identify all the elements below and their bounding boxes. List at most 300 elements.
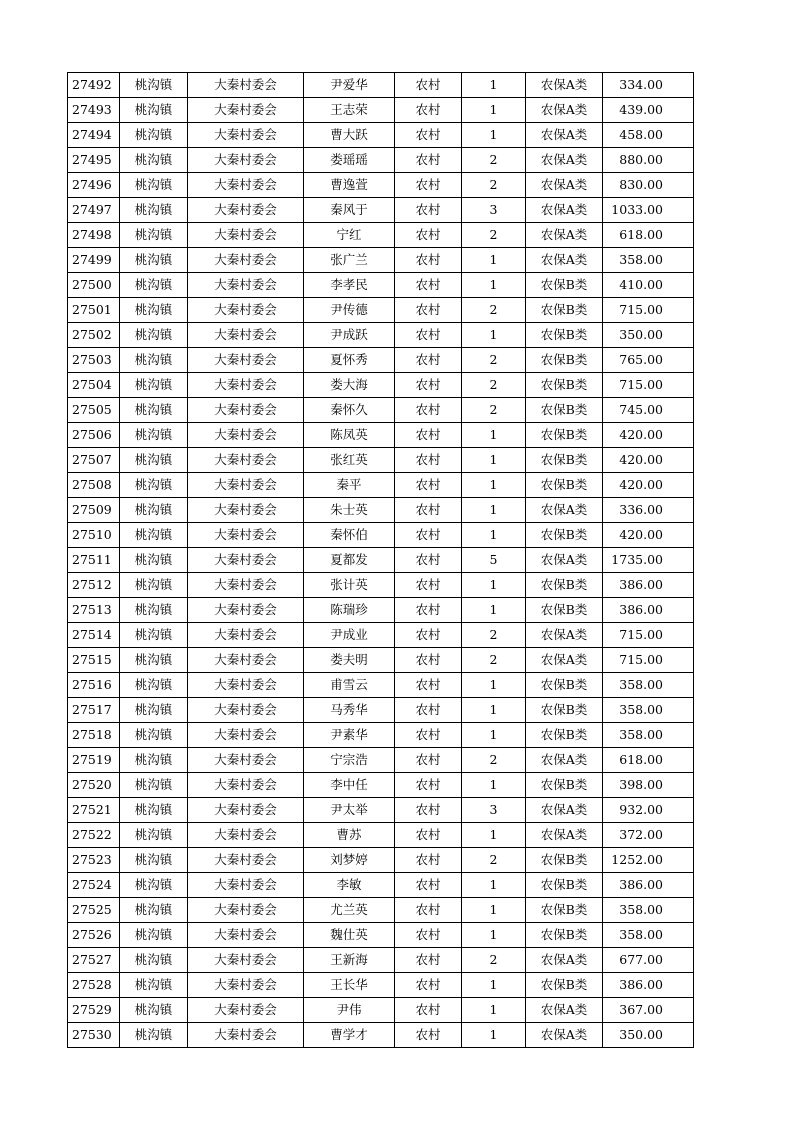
village-cell: 大秦村委会 (188, 748, 304, 773)
record-id-cell: 27530 (68, 1023, 120, 1048)
amount-cell: 358.00 (603, 923, 694, 948)
village-cell: 大秦村委会 (188, 573, 304, 598)
area-type-cell: 农村 (395, 248, 462, 273)
household-size-cell: 1 (462, 473, 526, 498)
household-size-cell: 1 (462, 73, 526, 98)
category-cell: 农保B类 (526, 898, 603, 923)
amount-cell: 765.00 (603, 348, 694, 373)
category-cell: 农保A类 (526, 98, 603, 123)
record-id-cell: 27518 (68, 723, 120, 748)
table-row (68, 573, 694, 598)
record-id-cell: 27492 (68, 73, 120, 98)
name-cell: 李中任 (304, 773, 395, 798)
table-row (68, 748, 694, 773)
town-cell: 桃沟镇 (120, 323, 188, 348)
category-cell: 农保A类 (526, 1023, 603, 1048)
village-cell: 大秦村委会 (188, 73, 304, 98)
town-cell: 桃沟镇 (120, 723, 188, 748)
household-size-cell: 1 (462, 598, 526, 623)
amount-cell: 386.00 (603, 973, 694, 998)
record-id-cell: 27507 (68, 448, 120, 473)
household-size-cell: 2 (462, 648, 526, 673)
town-cell: 桃沟镇 (120, 598, 188, 623)
name-cell: 秦平 (304, 473, 395, 498)
table-row (68, 123, 694, 148)
area-type-cell: 农村 (395, 698, 462, 723)
town-cell: 桃沟镇 (120, 123, 188, 148)
town-cell: 桃沟镇 (120, 448, 188, 473)
category-cell: 农保A类 (526, 223, 603, 248)
category-cell: 农保B类 (526, 523, 603, 548)
household-size-cell: 2 (462, 748, 526, 773)
village-cell: 大秦村委会 (188, 948, 304, 973)
category-cell: 农保B类 (526, 973, 603, 998)
amount-cell: 358.00 (603, 248, 694, 273)
village-cell: 大秦村委会 (188, 223, 304, 248)
category-cell: 农保B类 (526, 323, 603, 348)
town-cell: 桃沟镇 (120, 273, 188, 298)
area-type-cell: 农村 (395, 448, 462, 473)
category-cell: 农保A类 (526, 173, 603, 198)
amount-cell: 350.00 (603, 1023, 694, 1048)
record-id-cell: 27513 (68, 598, 120, 623)
village-cell: 大秦村委会 (188, 173, 304, 198)
area-type-cell: 农村 (395, 998, 462, 1023)
category-cell: 农保B类 (526, 398, 603, 423)
table-row (68, 648, 694, 673)
table-row (68, 998, 694, 1023)
table-row (68, 198, 694, 223)
area-type-cell: 农村 (395, 923, 462, 948)
amount-cell: 334.00 (603, 73, 694, 98)
household-size-cell: 1 (462, 273, 526, 298)
name-cell: 尹太举 (304, 798, 395, 823)
category-cell: 农保A类 (526, 823, 603, 848)
town-cell: 桃沟镇 (120, 648, 188, 673)
record-id-cell: 27510 (68, 523, 120, 548)
village-cell: 大秦村委会 (188, 298, 304, 323)
category-cell: 农保B类 (526, 273, 603, 298)
area-type-cell: 农村 (395, 723, 462, 748)
table-row (68, 773, 694, 798)
name-cell: 陈瑞珍 (304, 598, 395, 623)
village-cell: 大秦村委会 (188, 898, 304, 923)
town-cell: 桃沟镇 (120, 998, 188, 1023)
area-type-cell: 农村 (395, 773, 462, 798)
category-cell: 农保A类 (526, 123, 603, 148)
record-id-cell: 27506 (68, 423, 120, 448)
amount-cell: 458.00 (603, 123, 694, 148)
data-table (67, 72, 694, 1048)
amount-cell: 715.00 (603, 373, 694, 398)
record-id-cell: 27512 (68, 573, 120, 598)
name-cell: 尹素华 (304, 723, 395, 748)
amount-cell: 745.00 (603, 398, 694, 423)
household-size-cell: 1 (462, 923, 526, 948)
record-id-cell: 27522 (68, 823, 120, 848)
area-type-cell: 农村 (395, 798, 462, 823)
record-id-cell: 27527 (68, 948, 120, 973)
amount-cell: 420.00 (603, 448, 694, 473)
category-cell: 农保A类 (526, 73, 603, 98)
household-size-cell: 1 (462, 698, 526, 723)
town-cell: 桃沟镇 (120, 973, 188, 998)
village-cell: 大秦村委会 (188, 498, 304, 523)
record-id-cell: 27508 (68, 473, 120, 498)
category-cell: 农保B类 (526, 448, 603, 473)
amount-cell: 715.00 (603, 623, 694, 648)
household-size-cell: 2 (462, 623, 526, 648)
name-cell: 张广兰 (304, 248, 395, 273)
household-size-cell: 2 (462, 373, 526, 398)
category-cell: 农保B类 (526, 598, 603, 623)
amount-cell: 677.00 (603, 948, 694, 973)
area-type-cell: 农村 (395, 98, 462, 123)
area-type-cell: 农村 (395, 823, 462, 848)
table-row (68, 73, 694, 98)
record-id-cell: 27521 (68, 798, 120, 823)
category-cell: 农保B类 (526, 848, 603, 873)
amount-cell: 1033.00 (603, 198, 694, 223)
village-cell: 大秦村委会 (188, 998, 304, 1023)
household-size-cell: 1 (462, 323, 526, 348)
table-row (68, 398, 694, 423)
name-cell: 尹传德 (304, 298, 395, 323)
household-size-cell: 5 (462, 548, 526, 573)
table-row (68, 848, 694, 873)
table-row (68, 823, 694, 848)
record-id-cell: 27528 (68, 973, 120, 998)
area-type-cell: 农村 (395, 273, 462, 298)
area-type-cell: 农村 (395, 848, 462, 873)
table-row (68, 298, 694, 323)
area-type-cell: 农村 (395, 123, 462, 148)
household-size-cell: 1 (462, 423, 526, 448)
name-cell: 尹爱华 (304, 73, 395, 98)
town-cell: 桃沟镇 (120, 523, 188, 548)
table-row (68, 923, 694, 948)
name-cell: 宁红 (304, 223, 395, 248)
name-cell: 朱士英 (304, 498, 395, 523)
record-id-cell: 27509 (68, 498, 120, 523)
household-size-cell: 1 (462, 973, 526, 998)
table-body (68, 73, 694, 1048)
village-cell: 大秦村委会 (188, 323, 304, 348)
name-cell: 夏都发 (304, 548, 395, 573)
record-id-cell: 27498 (68, 223, 120, 248)
village-cell: 大秦村委会 (188, 248, 304, 273)
household-size-cell: 2 (462, 348, 526, 373)
record-id-cell: 27504 (68, 373, 120, 398)
record-id-cell: 27503 (68, 348, 120, 373)
household-size-cell: 1 (462, 898, 526, 923)
town-cell: 桃沟镇 (120, 923, 188, 948)
town-cell: 桃沟镇 (120, 848, 188, 873)
town-cell: 桃沟镇 (120, 473, 188, 498)
area-type-cell: 农村 (395, 298, 462, 323)
amount-cell: 358.00 (603, 673, 694, 698)
record-id-cell: 27505 (68, 398, 120, 423)
area-type-cell: 农村 (395, 398, 462, 423)
amount-cell: 1252.00 (603, 848, 694, 873)
town-cell: 桃沟镇 (120, 398, 188, 423)
record-id-cell: 27517 (68, 698, 120, 723)
name-cell: 尹伟 (304, 998, 395, 1023)
name-cell: 尤兰英 (304, 898, 395, 923)
household-size-cell: 2 (462, 298, 526, 323)
record-id-cell: 27497 (68, 198, 120, 223)
amount-cell: 420.00 (603, 473, 694, 498)
record-id-cell: 27529 (68, 998, 120, 1023)
household-size-cell: 1 (462, 523, 526, 548)
town-cell: 桃沟镇 (120, 173, 188, 198)
category-cell: 农保B类 (526, 298, 603, 323)
village-cell: 大秦村委会 (188, 473, 304, 498)
town-cell: 桃沟镇 (120, 748, 188, 773)
area-type-cell: 农村 (395, 873, 462, 898)
table-row (68, 98, 694, 123)
name-cell: 娄瑶瑶 (304, 148, 395, 173)
area-type-cell: 农村 (395, 148, 462, 173)
table-row (68, 248, 694, 273)
area-type-cell: 农村 (395, 523, 462, 548)
table-row (68, 423, 694, 448)
category-cell: 农保A类 (526, 198, 603, 223)
village-cell: 大秦村委会 (188, 423, 304, 448)
village-cell: 大秦村委会 (188, 848, 304, 873)
table-row (68, 373, 694, 398)
household-size-cell: 1 (462, 723, 526, 748)
household-size-cell: 1 (462, 873, 526, 898)
amount-cell: 715.00 (603, 298, 694, 323)
category-cell: 农保A类 (526, 948, 603, 973)
town-cell: 桃沟镇 (120, 248, 188, 273)
category-cell: 农保A类 (526, 623, 603, 648)
area-type-cell: 农村 (395, 598, 462, 623)
household-size-cell: 1 (462, 773, 526, 798)
village-cell: 大秦村委会 (188, 698, 304, 723)
village-cell: 大秦村委会 (188, 648, 304, 673)
category-cell: 农保B类 (526, 673, 603, 698)
area-type-cell: 农村 (395, 473, 462, 498)
amount-cell: 420.00 (603, 523, 694, 548)
town-cell: 桃沟镇 (120, 673, 188, 698)
record-id-cell: 27520 (68, 773, 120, 798)
town-cell: 桃沟镇 (120, 873, 188, 898)
category-cell: 农保A类 (526, 498, 603, 523)
household-size-cell: 2 (462, 173, 526, 198)
town-cell: 桃沟镇 (120, 798, 188, 823)
area-type-cell: 农村 (395, 173, 462, 198)
town-cell: 桃沟镇 (120, 773, 188, 798)
table-row (68, 473, 694, 498)
amount-cell: 420.00 (603, 423, 694, 448)
record-id-cell: 27516 (68, 673, 120, 698)
amount-cell: 410.00 (603, 273, 694, 298)
town-cell: 桃沟镇 (120, 73, 188, 98)
town-cell: 桃沟镇 (120, 98, 188, 123)
town-cell: 桃沟镇 (120, 148, 188, 173)
village-cell: 大秦村委会 (188, 148, 304, 173)
village-cell: 大秦村委会 (188, 623, 304, 648)
town-cell: 桃沟镇 (120, 498, 188, 523)
table-row (68, 798, 694, 823)
record-id-cell: 27515 (68, 648, 120, 673)
household-size-cell: 1 (462, 573, 526, 598)
name-cell: 甫雪云 (304, 673, 395, 698)
area-type-cell: 农村 (395, 648, 462, 673)
name-cell: 尹成业 (304, 623, 395, 648)
town-cell: 桃沟镇 (120, 223, 188, 248)
record-id-cell: 27499 (68, 248, 120, 273)
category-cell: 农保B类 (526, 698, 603, 723)
category-cell: 农保A类 (526, 148, 603, 173)
town-cell: 桃沟镇 (120, 1023, 188, 1048)
amount-cell: 618.00 (603, 223, 694, 248)
table-row (68, 623, 694, 648)
town-cell: 桃沟镇 (120, 623, 188, 648)
table-row (68, 323, 694, 348)
town-cell: 桃沟镇 (120, 698, 188, 723)
area-type-cell: 农村 (395, 323, 462, 348)
table-row (68, 173, 694, 198)
name-cell: 李敏 (304, 873, 395, 898)
amount-cell: 358.00 (603, 698, 694, 723)
village-cell: 大秦村委会 (188, 548, 304, 573)
record-id-cell: 27514 (68, 623, 120, 648)
household-size-cell: 2 (462, 848, 526, 873)
household-size-cell: 2 (462, 948, 526, 973)
area-type-cell: 农村 (395, 423, 462, 448)
household-size-cell: 2 (462, 398, 526, 423)
name-cell: 曹大跃 (304, 123, 395, 148)
village-cell: 大秦村委会 (188, 398, 304, 423)
household-size-cell: 2 (462, 148, 526, 173)
name-cell: 陈凤英 (304, 423, 395, 448)
name-cell: 曹学才 (304, 1023, 395, 1048)
name-cell: 曹逸萱 (304, 173, 395, 198)
household-size-cell: 1 (462, 448, 526, 473)
category-cell: 农保A类 (526, 648, 603, 673)
town-cell: 桃沟镇 (120, 573, 188, 598)
town-cell: 桃沟镇 (120, 548, 188, 573)
town-cell: 桃沟镇 (120, 948, 188, 973)
table-row (68, 223, 694, 248)
category-cell: 农保B类 (526, 773, 603, 798)
category-cell: 农保A类 (526, 998, 603, 1023)
village-cell: 大秦村委会 (188, 198, 304, 223)
area-type-cell: 农村 (395, 1023, 462, 1048)
town-cell: 桃沟镇 (120, 423, 188, 448)
amount-cell: 367.00 (603, 998, 694, 1023)
name-cell: 宁宗浩 (304, 748, 395, 773)
name-cell: 秦怀久 (304, 398, 395, 423)
amount-cell: 372.00 (603, 823, 694, 848)
village-cell: 大秦村委会 (188, 873, 304, 898)
village-cell: 大秦村委会 (188, 723, 304, 748)
household-size-cell: 1 (462, 248, 526, 273)
table-row (68, 873, 694, 898)
area-type-cell: 农村 (395, 673, 462, 698)
table-row (68, 548, 694, 573)
name-cell: 张计英 (304, 573, 395, 598)
category-cell: 农保B类 (526, 923, 603, 948)
town-cell: 桃沟镇 (120, 898, 188, 923)
household-size-cell: 1 (462, 823, 526, 848)
amount-cell: 386.00 (603, 573, 694, 598)
amount-cell: 386.00 (603, 598, 694, 623)
table-row (68, 948, 694, 973)
household-size-cell: 1 (462, 98, 526, 123)
name-cell: 王新海 (304, 948, 395, 973)
name-cell: 刘梦婷 (304, 848, 395, 873)
table-row (68, 1023, 694, 1048)
town-cell: 桃沟镇 (120, 198, 188, 223)
household-size-cell: 1 (462, 123, 526, 148)
record-id-cell: 27525 (68, 898, 120, 923)
amount-cell: 336.00 (603, 498, 694, 523)
village-cell: 大秦村委会 (188, 798, 304, 823)
table-row (68, 723, 694, 748)
name-cell: 秦风于 (304, 198, 395, 223)
amount-cell: 932.00 (603, 798, 694, 823)
household-size-cell: 1 (462, 673, 526, 698)
amount-cell: 618.00 (603, 748, 694, 773)
household-size-cell: 3 (462, 198, 526, 223)
table-row (68, 673, 694, 698)
amount-cell: 830.00 (603, 173, 694, 198)
village-cell: 大秦村委会 (188, 123, 304, 148)
record-id-cell: 27494 (68, 123, 120, 148)
household-size-cell: 3 (462, 798, 526, 823)
record-id-cell: 27526 (68, 923, 120, 948)
village-cell: 大秦村委会 (188, 598, 304, 623)
town-cell: 桃沟镇 (120, 823, 188, 848)
record-id-cell: 27523 (68, 848, 120, 873)
village-cell: 大秦村委会 (188, 973, 304, 998)
category-cell: 农保B类 (526, 423, 603, 448)
category-cell: 农保B类 (526, 723, 603, 748)
name-cell: 尹成跃 (304, 323, 395, 348)
name-cell: 王志荣 (304, 98, 395, 123)
village-cell: 大秦村委会 (188, 448, 304, 473)
category-cell: 农保B类 (526, 348, 603, 373)
area-type-cell: 农村 (395, 373, 462, 398)
village-cell: 大秦村委会 (188, 373, 304, 398)
village-cell: 大秦村委会 (188, 673, 304, 698)
record-id-cell: 27496 (68, 173, 120, 198)
name-cell: 王长华 (304, 973, 395, 998)
record-id-cell: 27524 (68, 873, 120, 898)
name-cell: 夏怀秀 (304, 348, 395, 373)
household-size-cell: 1 (462, 1023, 526, 1048)
amount-cell: 386.00 (603, 873, 694, 898)
area-type-cell: 农村 (395, 348, 462, 373)
table-row (68, 698, 694, 723)
name-cell: 李孝民 (304, 273, 395, 298)
record-id-cell: 27495 (68, 148, 120, 173)
village-cell: 大秦村委会 (188, 523, 304, 548)
name-cell: 马秀华 (304, 698, 395, 723)
record-id-cell: 27501 (68, 298, 120, 323)
name-cell: 张红英 (304, 448, 395, 473)
amount-cell: 358.00 (603, 723, 694, 748)
area-type-cell: 农村 (395, 623, 462, 648)
town-cell: 桃沟镇 (120, 373, 188, 398)
table-row (68, 273, 694, 298)
area-type-cell: 农村 (395, 73, 462, 98)
table-row (68, 523, 694, 548)
